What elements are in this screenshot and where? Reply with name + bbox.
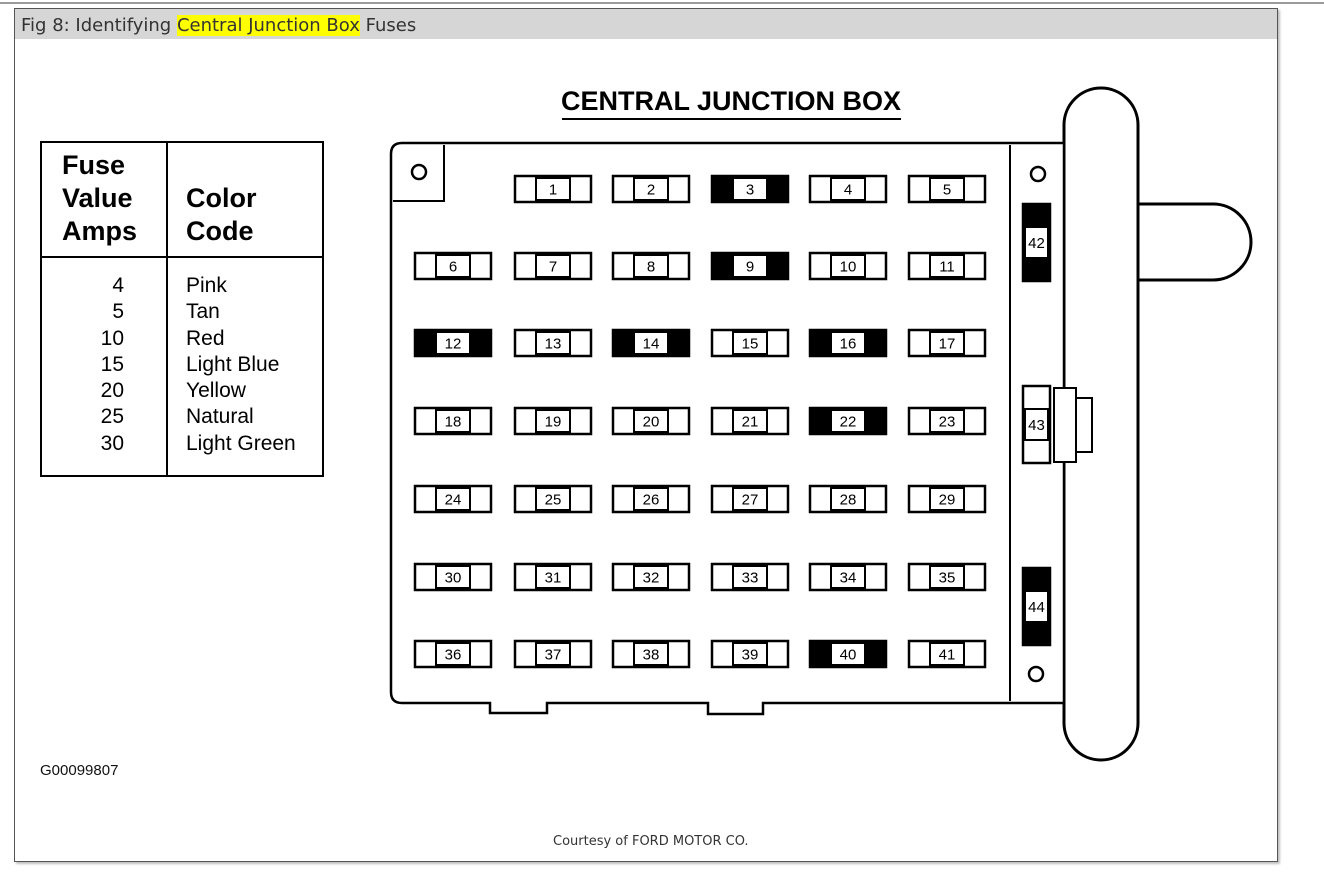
table-cell-amps: 25 [100,405,124,429]
fuse-22 [810,408,886,434]
fuse-number: 18 [444,413,462,431]
fuse-number: 1 [548,181,558,199]
table-cell-amps: 30 [100,431,124,455]
side-tab [1138,204,1251,280]
fuse-16 [810,330,886,356]
table-cell-color: Red [186,326,225,350]
fuse-27 [712,486,788,512]
table-cell-amps: 10 [100,326,124,350]
fuse-5 [909,176,985,202]
fuse-28 [810,486,886,512]
fuse-13 [515,330,591,356]
fuse-number: 25 [544,491,562,509]
header-fuse-value-amps: Fuse Value Amps [62,150,138,246]
fuse-25 [515,486,591,512]
fuse-32 [613,564,689,590]
fuse-number: 10 [839,258,857,276]
fuse-number: 12 [444,335,462,353]
fuse-7 [515,253,591,279]
fuse-3 [712,176,788,202]
fuse-12 [415,330,491,356]
table-cell-amps: 15 [100,352,124,376]
fuse-number: 3 [745,181,755,199]
table-cell-amps: 20 [100,379,124,403]
fuse-38 [613,641,689,667]
fuse-number: 36 [444,646,462,664]
fuse-number: 15 [741,335,759,353]
fuse-number: 28 [839,491,857,509]
fuse-number: 9 [745,258,755,276]
fuse-41 [909,641,985,667]
table-cell-color: Tan [186,300,220,324]
fuse-number: 17 [938,335,956,353]
fuse-number: 2 [646,181,656,199]
fuse-30 [415,564,491,590]
fuse-number: 38 [642,646,660,664]
fuse-11 [909,253,985,279]
fuse-39 [712,641,788,667]
caption-suffix: Fuses [359,15,417,36]
fuse-number: 16 [839,335,857,353]
table-cell-color: Pink [186,274,227,297]
fuse-number: 6 [448,258,458,276]
table-cell-color: Yellow [186,379,246,403]
fuse-1 [515,176,591,202]
fuse-number: 22 [839,413,857,431]
fuse-number: 24 [444,491,462,509]
fuse-number: 19 [544,413,562,431]
caption-highlight: Central Junction Box [176,15,360,36]
fuse-24 [415,486,491,512]
fuse-number: 33 [741,569,759,587]
fuse-number: 21 [741,413,759,431]
fuse-number: 32 [642,569,660,587]
fuse-number: 39 [741,646,759,664]
fuse-42 [1023,204,1050,281]
table-cell-color: Light Green [186,431,296,455]
fuse-34 [810,564,886,590]
fuse-number: 43 [1028,417,1045,434]
fuse-44 [1023,568,1050,645]
fuse-26 [613,486,689,512]
fuse-40 [810,641,886,667]
fuse-number: 4 [843,181,853,199]
fuse-number: 44 [1028,599,1045,616]
fuse-18 [415,408,491,434]
fuse-number: 7 [548,258,558,276]
fuse-2 [613,176,689,202]
table-cell-amps: 4 [112,274,124,297]
fuse-number: 20 [642,413,660,431]
fuse-43 [1023,386,1050,463]
fuse-number: 42 [1028,235,1045,252]
fuse-number: 14 [642,335,660,353]
fuse-number: 37 [544,646,562,664]
fuse-number: 8 [646,258,656,276]
fuse-number: 11 [939,258,955,276]
fuse-number: 29 [938,491,956,509]
fuse-19 [515,408,591,434]
header-color-code: Color Code [186,183,257,246]
fuse-number: 30 [444,569,462,587]
fuse-31 [515,564,591,590]
fuse-number: 26 [642,491,660,509]
fuse-21 [712,408,788,434]
fuse-8 [613,253,689,279]
fuse-number: 23 [938,413,956,431]
table-cell-amps: 5 [112,300,124,324]
fuse-4 [810,176,886,202]
courtesy-note: Courtesy of FORD MOTOR CO. [553,834,749,849]
fuse-number: 41 [938,646,956,664]
diagram-title: CENTRAL JUNCTION BOX [560,86,902,116]
fuse-20 [613,408,689,434]
fuse-number: 27 [741,491,759,509]
fuse-35 [909,564,985,590]
fuse-number: 35 [938,569,956,587]
fuse-9 [712,253,788,279]
fuse-number: 13 [544,335,562,353]
fuse-17 [909,330,985,356]
fuse-10 [810,253,886,279]
fuse-29 [909,486,985,512]
fuse-number: 5 [942,181,952,199]
connector-block [1076,398,1092,452]
fuse-33 [712,564,788,590]
fuse-36 [415,641,491,667]
fuse-number: 31 [544,569,562,587]
fuse-37 [515,641,591,667]
fuse-14 [613,330,689,356]
table-cell-color: Natural [186,405,254,429]
figure-code: G00099807 [40,762,119,779]
caption-prefix: Fig 8: Identifying [21,15,177,36]
fuse-number: 34 [839,569,857,587]
table-cell-color: Light Blue [186,352,280,376]
fuse-6 [415,253,491,279]
fuse-23 [909,408,985,434]
fuse-15 [712,330,788,356]
connector-block [1054,388,1076,462]
fuse-number: 40 [839,646,857,664]
